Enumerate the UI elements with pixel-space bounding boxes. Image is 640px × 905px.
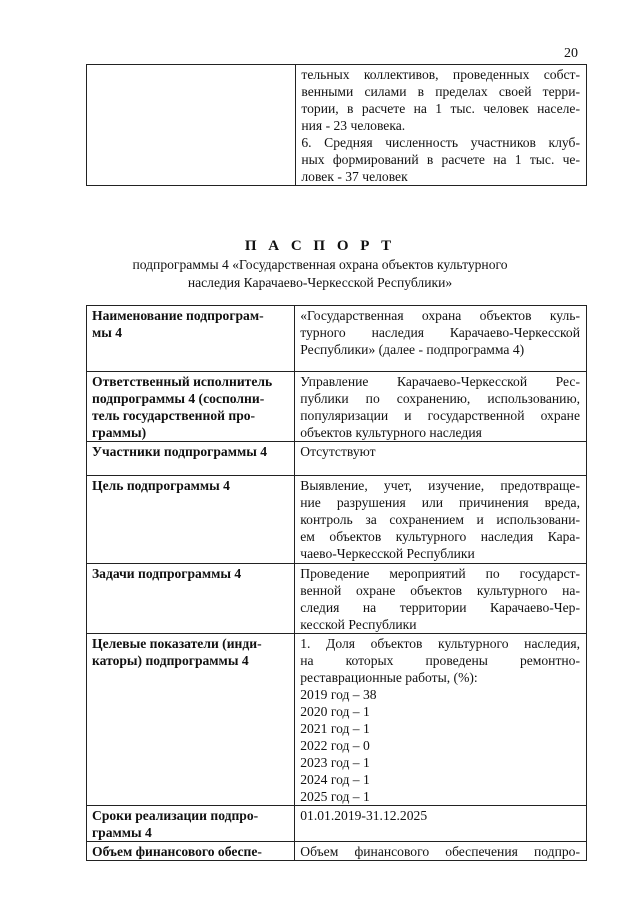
label-line: Цель подпрограммы 4 — [92, 478, 230, 493]
label-line: Целевые показатели (инди- — [92, 636, 262, 651]
text-line: 6. Средняя численность участников клуб- — [301, 135, 580, 150]
label-line: граммы 4 — [92, 825, 152, 840]
continuation-cell — [296, 65, 587, 186]
value-line: Выявление, учет, изучение, предотвраще- — [300, 478, 580, 493]
label-line: Участники подпрограммы 4 — [92, 444, 268, 459]
value-line: Проведение мероприятий по государст- — [300, 566, 580, 581]
row-label — [87, 372, 295, 442]
row-label — [87, 634, 295, 806]
label-line: мы 4 — [92, 325, 123, 340]
value-line: чаево-Черкесской Республики — [300, 546, 475, 561]
text-line: ловек - 37 человек — [301, 169, 408, 184]
page-number: 20 — [564, 46, 578, 61]
value-line: объектов культурного наследия — [300, 425, 482, 440]
value-line: турного наследия Карачаево-Черкесской — [300, 325, 580, 340]
value-line: «Государственная охрана объектов куль- — [300, 308, 580, 323]
row-label — [87, 306, 295, 372]
value-line: популяризации и государственной охране — [300, 408, 580, 423]
value-line: Республики» (далее - подпрограмма 4) — [300, 342, 525, 357]
value-line: 2022 год – 0 — [300, 738, 370, 753]
text-line: ния - 23 человека. — [301, 118, 406, 133]
table-row — [87, 806, 587, 842]
value-line: 2025 год – 1 — [300, 789, 370, 804]
row-value — [295, 842, 587, 861]
label-line: Ответственный исполнитель — [92, 374, 273, 389]
value-line: Управление Карачаево-Черкесской Рес- — [300, 374, 580, 389]
value-line: Объем финансового обеспечения подпро- — [300, 844, 580, 859]
passport-table — [86, 305, 587, 861]
table-row — [87, 842, 587, 861]
table-row — [87, 65, 587, 186]
row-label — [87, 564, 295, 634]
row-value — [295, 564, 587, 634]
table-row — [87, 306, 587, 372]
text-line: тельных коллективов, проведенных собст- — [301, 67, 580, 82]
table-row — [87, 564, 587, 634]
row-label — [87, 476, 295, 564]
value-line: ние разрушения или причинения вреда, — [300, 495, 580, 510]
label-line: Наименование подпрограм- — [92, 308, 264, 323]
label-line: Объем финансового обеспе- — [92, 844, 262, 859]
label-line: тель государственной про- — [92, 408, 256, 423]
subtitle-line: подпрограммы 4 «Государственная охрана объектов культурного — [132, 257, 508, 272]
text-line: венными силами в пределах своей терри- — [301, 84, 580, 99]
value-line: публики по сохранению, использованию, — [300, 391, 580, 406]
row-value — [295, 306, 587, 372]
value-line: 1. Доля объектов культурного наследия, — [300, 636, 580, 651]
value-line: кесской Республики — [300, 617, 417, 632]
row-value — [295, 476, 587, 564]
table-row — [87, 442, 587, 476]
label-line: граммы) — [92, 425, 147, 440]
table-row — [87, 372, 587, 442]
row-value — [295, 442, 587, 476]
label-line: Сроки реализации подпро- — [92, 808, 259, 823]
value-line: венной охране объектов культурного на- — [300, 583, 580, 598]
table-row — [87, 634, 587, 806]
row-value — [295, 634, 587, 806]
table-row — [87, 476, 587, 564]
value-line: 2024 год – 1 — [300, 772, 370, 787]
label-line: подпрограммы 4 (сосполни- — [92, 391, 265, 406]
page-title: П А С П О Р Т — [244, 238, 396, 254]
row-label — [87, 442, 295, 476]
value-line: 2021 год – 1 — [300, 721, 370, 736]
text-line: тории, в расчете на 1 тыс. человек населе- — [301, 101, 580, 116]
row-value — [295, 372, 587, 442]
empty-cell — [87, 65, 296, 186]
value-line: ем объектов культурного наследия Кара- — [300, 529, 580, 544]
text-line: ных формирований в расчете на 1 тыс. че- — [301, 152, 580, 167]
value-line: следия на территории Карачаево-Чер- — [300, 600, 580, 615]
label-line: каторы) подпрограммы 4 — [92, 653, 249, 668]
value-line: 01.01.2019-31.12.2025 — [300, 808, 428, 823]
value-line: 2023 год – 1 — [300, 755, 370, 770]
row-label — [87, 842, 295, 861]
passport-header — [0, 237, 640, 291]
row-value — [295, 806, 587, 842]
value-line: реставрационные работы, (%): — [300, 670, 478, 685]
value-line: 2019 год – 38 — [300, 687, 377, 702]
value-line: на которых проведены ремонтно- — [300, 653, 580, 668]
value-line: 2020 год – 1 — [300, 704, 370, 719]
value-line: Отсутствуют — [300, 444, 376, 459]
subtitle-line: наследия Карачаево-Черкесской Республики» — [187, 275, 453, 290]
value-line: контроль за сохранением и использовани- — [300, 512, 580, 527]
row-label — [87, 806, 295, 842]
label-line: Задачи подпрограммы 4 — [92, 566, 242, 581]
continuation-table — [86, 64, 587, 186]
